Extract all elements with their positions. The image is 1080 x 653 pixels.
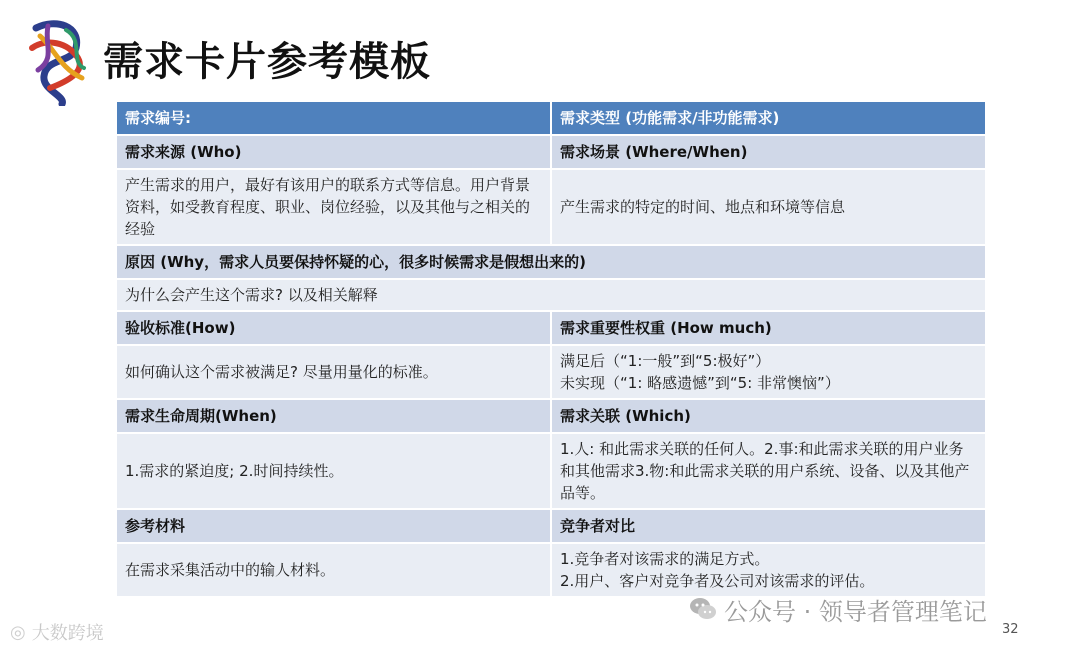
reason-text: 为什么会产生这个需求? 以及相关解释	[117, 280, 985, 310]
lifecycle-relation-body-row	[117, 434, 985, 508]
requirement-scene-label: 需求场景 (Where/When)	[552, 136, 985, 168]
watermark-right	[688, 592, 987, 626]
source-scene-body-row	[117, 170, 985, 244]
acceptance-criteria-label: 验收标准(How)	[117, 312, 550, 344]
reference-material-label: 参考材料	[117, 510, 550, 542]
acceptance-criteria-text: 如何确认这个需求被满足? 尽量用量化的标准。	[117, 346, 550, 398]
competitor-line-1: 1.竞争者对该需求的满足方式。	[560, 550, 770, 568]
importance-unmet-line: 未实现（“1: 略感遗憾”到“5: 非常懊恼”）	[560, 374, 840, 392]
requirement-type-label: 需求类型 (功能需求/非功能需求)	[552, 102, 985, 134]
requirement-source-text: 产生需求的用户，最好有该用户的联系方式等信息。用户背景资料，如受教育程度、职业、岗位经验，以及其他与之相关的经验	[117, 170, 550, 244]
reason-label-row	[117, 246, 985, 278]
brush-logo-icon	[26, 18, 92, 106]
acceptance-importance-body-row	[117, 346, 985, 398]
reference-competitor-label-row	[117, 510, 985, 542]
watermark-left-text: 大数跨境	[31, 623, 104, 644]
competitor-line-2: 2.用户、客户对竞争者及公司对该需求的评估。	[560, 572, 875, 590]
competitor-comparison-text	[552, 544, 985, 596]
acceptance-importance-label-row	[117, 312, 985, 344]
lifecycle-text: 1.需求的紧迫度; 2.时间持续性。	[117, 434, 550, 508]
requirement-source-label: 需求来源 (Who)	[117, 136, 550, 168]
lifecycle-label: 需求生命周期(When)	[117, 400, 550, 432]
requirement-card-table	[115, 100, 987, 598]
reference-competitor-body-row	[117, 544, 985, 596]
reference-material-text: 在需求采集活动中的输人材料。	[117, 544, 550, 596]
importance-satisfied-line: 满足后（“1:一般”到“5:极好”）	[560, 352, 771, 370]
reason-label: 原因 (Why，需求人员要保持怀疑的心，很多时候需求是假想出来的)	[117, 246, 985, 278]
watermark-logo-icon: ◎	[10, 621, 26, 643]
page-title: 需求卡片参考模板	[103, 39, 431, 85]
reason-body-row	[117, 280, 985, 310]
requirement-scene-text: 产生需求的特定的时间、地点和环境等信息	[552, 170, 985, 244]
card-header-row	[117, 102, 985, 134]
wechat-icon	[688, 594, 718, 624]
page-number: 32	[1002, 622, 1019, 637]
watermark-left	[10, 619, 104, 645]
watermark-right-text: 公众号 · 领导者管理笔记	[724, 597, 987, 626]
importance-weight-label: 需求重要性权重 (How much)	[552, 312, 985, 344]
competitor-comparison-label: 竞争者对比	[552, 510, 985, 542]
source-scene-label-row	[117, 136, 985, 168]
relation-text: 1.人: 和此需求关联的任何人。2.事:和此需求关联的用户业务和其他需求3.物:和此需求关联的用户系统、设备、以及其他产品等。	[552, 434, 985, 508]
importance-weight-text	[552, 346, 985, 398]
requirement-id-label: 需求编号:	[117, 102, 550, 134]
relation-label: 需求关联 (Which)	[552, 400, 985, 432]
lifecycle-relation-label-row	[117, 400, 985, 432]
